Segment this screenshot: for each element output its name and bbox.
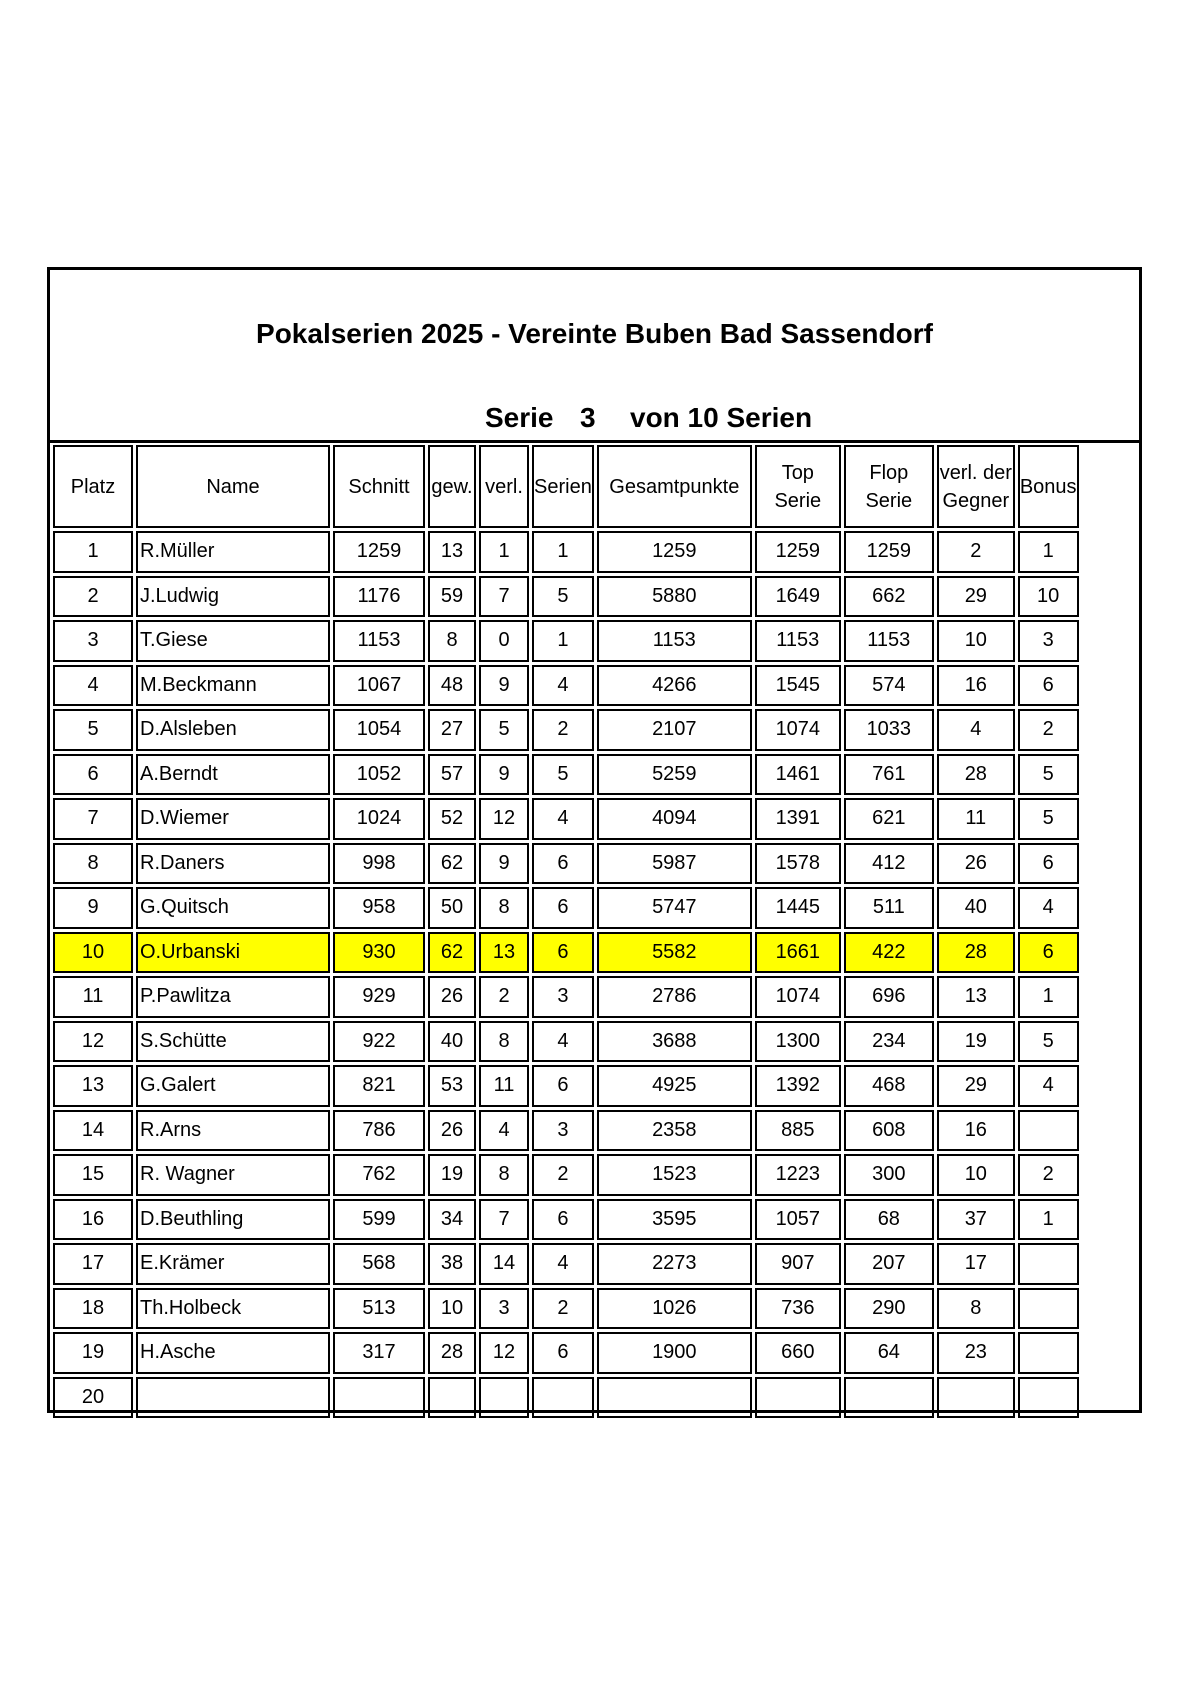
cell-verl: 0 xyxy=(479,620,529,662)
cell-name: E.Krämer xyxy=(136,1243,330,1285)
cell-flop-serie: 64 xyxy=(844,1332,934,1374)
cell-schnitt: 929 xyxy=(333,976,425,1018)
cell-serien xyxy=(532,1377,594,1419)
cell-bonus: 4 xyxy=(1018,887,1079,929)
table-row xyxy=(53,754,1079,796)
cell-verl-gegner: 23 xyxy=(937,1332,1015,1374)
cell-platz: 6 xyxy=(53,754,133,796)
cell-verl: 8 xyxy=(479,1021,529,1063)
column-header-top-serie: Top Serie xyxy=(755,445,841,528)
table-row xyxy=(53,1154,1079,1196)
cell-schnitt: 998 xyxy=(333,843,425,885)
cell-verl: 9 xyxy=(479,665,529,707)
cell-serien: 5 xyxy=(532,754,594,796)
cell-verl: 7 xyxy=(479,576,529,618)
cell-gew: 8 xyxy=(428,620,476,662)
cell-gew: 34 xyxy=(428,1199,476,1241)
cell-top-serie: 1057 xyxy=(755,1199,841,1241)
cell-gew: 40 xyxy=(428,1021,476,1063)
cell-gesamtpunkte: 1259 xyxy=(597,531,752,573)
cell-schnitt: 317 xyxy=(333,1332,425,1374)
cell-gew: 38 xyxy=(428,1243,476,1285)
cell-verl-gegner: 16 xyxy=(937,665,1015,707)
cell-verl-gegner: 28 xyxy=(937,754,1015,796)
column-header-verl-gegner: verl. der Gegner xyxy=(937,445,1015,528)
cell-verl-gegner: 29 xyxy=(937,576,1015,618)
cell-gesamtpunkte: 4094 xyxy=(597,798,752,840)
cell-platz: 20 xyxy=(53,1377,133,1419)
cell-verl: 12 xyxy=(479,1332,529,1374)
cell-gesamtpunkte: 5987 xyxy=(597,843,752,885)
cell-flop-serie: 422 xyxy=(844,932,934,974)
cell-platz: 4 xyxy=(53,665,133,707)
cell-flop-serie: 68 xyxy=(844,1199,934,1241)
cell-name: D.Alsleben xyxy=(136,709,330,751)
cell-schnitt: 1067 xyxy=(333,665,425,707)
cell-gew: 62 xyxy=(428,843,476,885)
cell-flop-serie: 412 xyxy=(844,843,934,885)
cell-verl: 4 xyxy=(479,1110,529,1152)
cell-bonus: 3 xyxy=(1018,620,1079,662)
cell-flop-serie xyxy=(844,1377,934,1419)
cell-schnitt: 1176 xyxy=(333,576,425,618)
cell-platz: 15 xyxy=(53,1154,133,1196)
cell-verl-gegner: 2 xyxy=(937,531,1015,573)
cell-bonus: 5 xyxy=(1018,1021,1079,1063)
column-header-schnitt: Schnitt xyxy=(333,445,425,528)
cell-serien: 4 xyxy=(532,665,594,707)
cell-gew: 50 xyxy=(428,887,476,929)
cell-name: T.Giese xyxy=(136,620,330,662)
cell-name: S.Schütte xyxy=(136,1021,330,1063)
standings-table xyxy=(50,442,1082,1421)
cell-flop-serie: 761 xyxy=(844,754,934,796)
cell-gew: 26 xyxy=(428,976,476,1018)
cell-gew: 59 xyxy=(428,576,476,618)
cell-verl: 2 xyxy=(479,976,529,1018)
cell-serien: 6 xyxy=(532,887,594,929)
column-header-gesamtpunkte: Gesamtpunkte xyxy=(597,445,752,528)
cell-gesamtpunkte: 4925 xyxy=(597,1065,752,1107)
cell-platz: 7 xyxy=(53,798,133,840)
cell-top-serie: 1153 xyxy=(755,620,841,662)
cell-schnitt: 930 xyxy=(333,932,425,974)
cell-top-serie: 1578 xyxy=(755,843,841,885)
page-title: Pokalserien 2025 - Vereinte Buben Bad Sassendorf xyxy=(256,318,933,349)
cell-verl-gegner: 19 xyxy=(937,1021,1015,1063)
cell-name: P.Pawlitza xyxy=(136,976,330,1018)
cell-bonus: 1 xyxy=(1018,531,1079,573)
cell-gew: 62 xyxy=(428,932,476,974)
cell-bonus: 4 xyxy=(1018,1065,1079,1107)
cell-gesamtpunkte: 1900 xyxy=(597,1332,752,1374)
cell-verl-gegner: 13 xyxy=(937,976,1015,1018)
cell-serien: 4 xyxy=(532,1243,594,1285)
cell-bonus xyxy=(1018,1110,1079,1152)
cell-name: D.Wiemer xyxy=(136,798,330,840)
cell-platz: 11 xyxy=(53,976,133,1018)
cell-top-serie: 1545 xyxy=(755,665,841,707)
cell-gesamtpunkte: 3595 xyxy=(597,1199,752,1241)
cell-serien: 1 xyxy=(532,620,594,662)
cell-platz: 5 xyxy=(53,709,133,751)
cell-serien: 3 xyxy=(532,1110,594,1152)
cell-serien: 2 xyxy=(532,1288,594,1330)
table-row xyxy=(53,1199,1079,1241)
cell-name: G.Quitsch xyxy=(136,887,330,929)
table-row xyxy=(53,1332,1079,1374)
cell-serien: 2 xyxy=(532,1154,594,1196)
table-row xyxy=(53,798,1079,840)
cell-top-serie: 660 xyxy=(755,1332,841,1374)
cell-gesamtpunkte: 4266 xyxy=(597,665,752,707)
cell-platz: 1 xyxy=(53,531,133,573)
cell-name xyxy=(136,1377,330,1419)
cell-bonus: 6 xyxy=(1018,843,1079,885)
table-row xyxy=(53,1288,1079,1330)
cell-name: R.Arns xyxy=(136,1110,330,1152)
cell-top-serie: 1445 xyxy=(755,887,841,929)
cell-gesamtpunkte: 5582 xyxy=(597,932,752,974)
cell-verl: 9 xyxy=(479,754,529,796)
serie-label: Serie xyxy=(485,402,554,433)
serie-number: 3 xyxy=(580,402,596,433)
cell-verl: 8 xyxy=(479,1154,529,1196)
table-row xyxy=(53,1021,1079,1063)
serie-total: von 10 Serien xyxy=(630,402,813,433)
cell-gesamtpunkte: 2358 xyxy=(597,1110,752,1152)
table-row xyxy=(53,531,1079,573)
cell-top-serie: 1300 xyxy=(755,1021,841,1063)
cell-schnitt: 922 xyxy=(333,1021,425,1063)
cell-bonus xyxy=(1018,1377,1079,1419)
cell-schnitt xyxy=(333,1377,425,1419)
cell-top-serie: 1461 xyxy=(755,754,841,796)
cell-verl-gegner: 26 xyxy=(937,843,1015,885)
cell-bonus xyxy=(1018,1243,1079,1285)
cell-top-serie xyxy=(755,1377,841,1419)
cell-name: O.Urbanski xyxy=(136,932,330,974)
table-row xyxy=(53,932,1079,974)
table-row xyxy=(53,1110,1079,1152)
cell-flop-serie: 207 xyxy=(844,1243,934,1285)
cell-top-serie: 1649 xyxy=(755,576,841,618)
cell-flop-serie: 300 xyxy=(844,1154,934,1196)
cell-serien: 6 xyxy=(532,932,594,974)
cell-gesamtpunkte: 5259 xyxy=(597,754,752,796)
cell-gew: 53 xyxy=(428,1065,476,1107)
cell-schnitt: 762 xyxy=(333,1154,425,1196)
cell-serien: 4 xyxy=(532,1021,594,1063)
cell-top-serie: 1259 xyxy=(755,531,841,573)
column-header-platz: Platz xyxy=(53,445,133,528)
cell-serien: 4 xyxy=(532,798,594,840)
table-row xyxy=(53,709,1079,751)
cell-name: A.Berndt xyxy=(136,754,330,796)
cell-verl-gegner: 16 xyxy=(937,1110,1015,1152)
table-row xyxy=(53,887,1079,929)
table-row xyxy=(53,665,1079,707)
column-header-gew: gew. xyxy=(428,445,476,528)
cell-flop-serie: 290 xyxy=(844,1288,934,1330)
cell-gesamtpunkte: 1153 xyxy=(597,620,752,662)
cell-name: J.Ludwig xyxy=(136,576,330,618)
cell-flop-serie: 1259 xyxy=(844,531,934,573)
cell-gew: 57 xyxy=(428,754,476,796)
cell-verl-gegner: 8 xyxy=(937,1288,1015,1330)
column-header-verl: verl. xyxy=(479,445,529,528)
standings-sheet xyxy=(47,267,1142,1413)
cell-platz: 17 xyxy=(53,1243,133,1285)
column-header-serien: Serien xyxy=(532,445,594,528)
cell-serien: 6 xyxy=(532,1199,594,1241)
cell-schnitt: 1054 xyxy=(333,709,425,751)
table-row xyxy=(53,1065,1079,1107)
cell-verl: 3 xyxy=(479,1288,529,1330)
cell-top-serie: 1661 xyxy=(755,932,841,974)
cell-flop-serie: 621 xyxy=(844,798,934,840)
cell-bonus: 10 xyxy=(1018,576,1079,618)
cell-schnitt: 1024 xyxy=(333,798,425,840)
cell-verl-gegner: 40 xyxy=(937,887,1015,929)
cell-platz: 18 xyxy=(53,1288,133,1330)
cell-top-serie: 1391 xyxy=(755,798,841,840)
cell-flop-serie: 662 xyxy=(844,576,934,618)
cell-flop-serie: 1033 xyxy=(844,709,934,751)
cell-bonus: 5 xyxy=(1018,754,1079,796)
cell-flop-serie: 696 xyxy=(844,976,934,1018)
cell-top-serie: 907 xyxy=(755,1243,841,1285)
cell-bonus: 6 xyxy=(1018,932,1079,974)
cell-bonus: 2 xyxy=(1018,1154,1079,1196)
cell-platz: 19 xyxy=(53,1332,133,1374)
cell-platz: 2 xyxy=(53,576,133,618)
table-row xyxy=(53,1377,1079,1419)
cell-serien: 1 xyxy=(532,531,594,573)
cell-platz: 10 xyxy=(53,932,133,974)
cell-verl: 7 xyxy=(479,1199,529,1241)
cell-verl-gegner: 10 xyxy=(937,1154,1015,1196)
cell-gew: 13 xyxy=(428,531,476,573)
cell-schnitt: 786 xyxy=(333,1110,425,1152)
cell-platz: 8 xyxy=(53,843,133,885)
cell-bonus: 5 xyxy=(1018,798,1079,840)
cell-schnitt: 513 xyxy=(333,1288,425,1330)
cell-flop-serie: 1153 xyxy=(844,620,934,662)
cell-top-serie: 736 xyxy=(755,1288,841,1330)
cell-verl: 5 xyxy=(479,709,529,751)
cell-serien: 3 xyxy=(532,976,594,1018)
cell-schnitt: 568 xyxy=(333,1243,425,1285)
table-row xyxy=(53,620,1079,662)
cell-gesamtpunkte: 2273 xyxy=(597,1243,752,1285)
cell-platz: 14 xyxy=(53,1110,133,1152)
cell-verl: 8 xyxy=(479,887,529,929)
cell-gesamtpunkte: 3688 xyxy=(597,1021,752,1063)
column-header-flop-serie: Flop Serie xyxy=(844,445,934,528)
cell-verl xyxy=(479,1377,529,1419)
cell-name: R.Müller xyxy=(136,531,330,573)
cell-serien: 5 xyxy=(532,576,594,618)
cell-schnitt: 1153 xyxy=(333,620,425,662)
table-header-row xyxy=(53,445,1079,528)
cell-bonus: 6 xyxy=(1018,665,1079,707)
column-header-name: Name xyxy=(136,445,330,528)
cell-top-serie: 1223 xyxy=(755,1154,841,1196)
cell-flop-serie: 468 xyxy=(844,1065,934,1107)
cell-gew xyxy=(428,1377,476,1419)
cell-serien: 2 xyxy=(532,709,594,751)
cell-verl: 9 xyxy=(479,843,529,885)
cell-gesamtpunkte: 2786 xyxy=(597,976,752,1018)
cell-gesamtpunkte xyxy=(597,1377,752,1419)
cell-gesamtpunkte: 5747 xyxy=(597,887,752,929)
cell-bonus: 1 xyxy=(1018,976,1079,1018)
cell-bonus xyxy=(1018,1288,1079,1330)
cell-gew: 10 xyxy=(428,1288,476,1330)
cell-verl: 11 xyxy=(479,1065,529,1107)
cell-top-serie: 1074 xyxy=(755,709,841,751)
cell-gew: 28 xyxy=(428,1332,476,1374)
cell-schnitt: 821 xyxy=(333,1065,425,1107)
cell-verl-gegner: 4 xyxy=(937,709,1015,751)
cell-serien: 6 xyxy=(532,843,594,885)
cell-schnitt: 599 xyxy=(333,1199,425,1241)
table-row xyxy=(53,1243,1079,1285)
cell-schnitt: 1259 xyxy=(333,531,425,573)
cell-top-serie: 1074 xyxy=(755,976,841,1018)
cell-schnitt: 958 xyxy=(333,887,425,929)
cell-name: R. Wagner xyxy=(136,1154,330,1196)
cell-gew: 48 xyxy=(428,665,476,707)
cell-verl-gegner: 11 xyxy=(937,798,1015,840)
cell-name: H.Asche xyxy=(136,1332,330,1374)
cell-name: D.Beuthling xyxy=(136,1199,330,1241)
cell-verl: 1 xyxy=(479,531,529,573)
cell-top-serie: 885 xyxy=(755,1110,841,1152)
cell-flop-serie: 574 xyxy=(844,665,934,707)
cell-bonus: 1 xyxy=(1018,1199,1079,1241)
cell-serien: 6 xyxy=(532,1065,594,1107)
cell-verl: 14 xyxy=(479,1243,529,1285)
cell-schnitt: 1052 xyxy=(333,754,425,796)
cell-name: M.Beckmann xyxy=(136,665,330,707)
cell-gesamtpunkte: 5880 xyxy=(597,576,752,618)
cell-verl-gegner xyxy=(937,1377,1015,1419)
cell-flop-serie: 608 xyxy=(844,1110,934,1152)
column-header-bonus: Bonus xyxy=(1018,445,1079,528)
cell-verl-gegner: 29 xyxy=(937,1065,1015,1107)
cell-name: Th.Holbeck xyxy=(136,1288,330,1330)
cell-flop-serie: 234 xyxy=(844,1021,934,1063)
cell-bonus xyxy=(1018,1332,1079,1374)
cell-verl-gegner: 10 xyxy=(937,620,1015,662)
cell-gew: 19 xyxy=(428,1154,476,1196)
cell-verl-gegner: 17 xyxy=(937,1243,1015,1285)
cell-platz: 9 xyxy=(53,887,133,929)
cell-bonus: 2 xyxy=(1018,709,1079,751)
cell-name: R.Daners xyxy=(136,843,330,885)
cell-verl: 12 xyxy=(479,798,529,840)
cell-platz: 13 xyxy=(53,1065,133,1107)
cell-name: G.Galert xyxy=(136,1065,330,1107)
cell-gesamtpunkte: 1523 xyxy=(597,1154,752,1196)
cell-platz: 3 xyxy=(53,620,133,662)
cell-gew: 52 xyxy=(428,798,476,840)
cell-gesamtpunkte: 2107 xyxy=(597,709,752,751)
cell-gew: 27 xyxy=(428,709,476,751)
cell-platz: 12 xyxy=(53,1021,133,1063)
cell-gew: 26 xyxy=(428,1110,476,1152)
cell-verl-gegner: 37 xyxy=(937,1199,1015,1241)
table-row xyxy=(53,843,1079,885)
cell-platz: 16 xyxy=(53,1199,133,1241)
cell-verl: 13 xyxy=(479,932,529,974)
cell-gesamtpunkte: 1026 xyxy=(597,1288,752,1330)
cell-top-serie: 1392 xyxy=(755,1065,841,1107)
cell-flop-serie: 511 xyxy=(844,887,934,929)
cell-serien: 6 xyxy=(532,1332,594,1374)
cell-verl-gegner: 28 xyxy=(937,932,1015,974)
table-row xyxy=(53,576,1079,618)
table-row xyxy=(53,976,1079,1018)
